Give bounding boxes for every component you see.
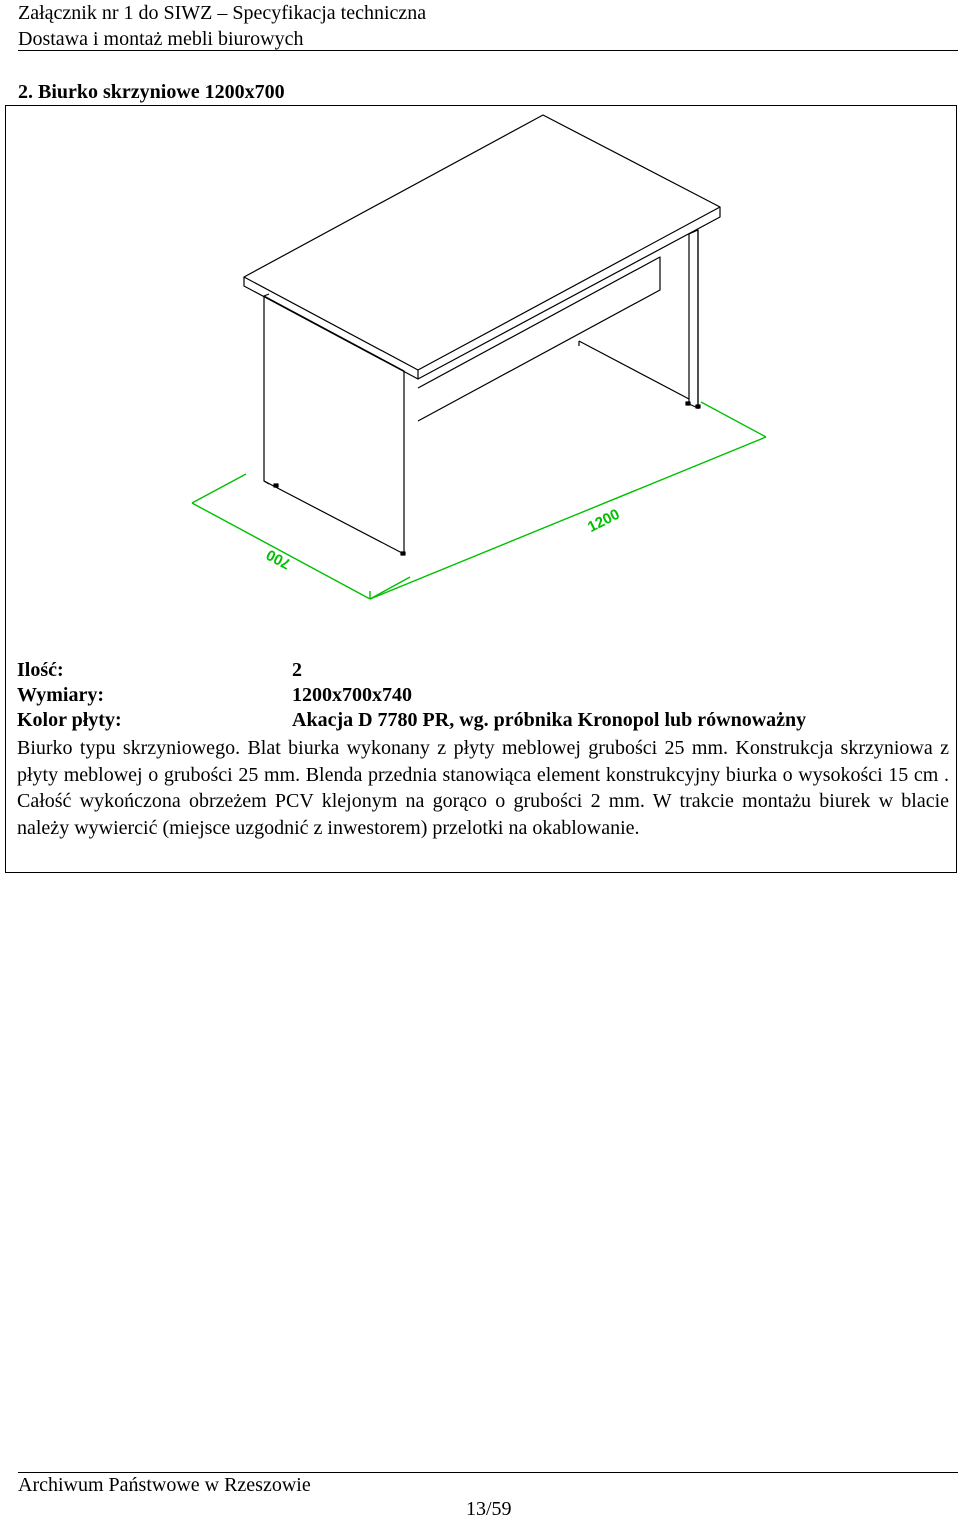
desktop-edge-front bbox=[244, 277, 418, 379]
spec-description: Biurko typu skrzyniowego. Blat biurka wykonany z płyty meblowej grubości 25 mm. Konstrukcja skrzyniowa z płyty meblowej o grubości 25 mm. Blenda przednia stanowiąca element konstrukcyjny biurka o wysokości 15 cm . Całość wykończona obrzeżem PCV klejonym na gorąco o grubości 2 mm. W trakcie montażu biurek w blacie należy wywiercić (miejsce uzgodnić z inwestorem) przelotki na okablowanie. bbox=[17, 737, 949, 839]
desktop-edge-right bbox=[418, 207, 720, 379]
spec-row-color bbox=[17, 708, 949, 733]
desk-drawing bbox=[6, 106, 956, 651]
spec-value: Akacja D 7780 PR, wg. próbnika Kronopol lub równoważny bbox=[292, 709, 807, 731]
spec-value: 1200x700x740 bbox=[292, 684, 412, 706]
dimension-length-label: 1200 bbox=[585, 505, 623, 536]
right-panel bbox=[689, 230, 698, 408]
spec-value: 2 bbox=[292, 659, 302, 681]
spec-label: Ilość: bbox=[17, 659, 64, 681]
spec-row-dimensions bbox=[17, 683, 949, 708]
spec-label: Wymiary: bbox=[17, 684, 105, 706]
spec-box bbox=[5, 105, 957, 873]
page-number: 13/59 bbox=[466, 1498, 512, 1520]
footer-text: Archiwum Państwowe w Rzeszowie bbox=[18, 1474, 311, 1496]
spec-label: Kolor płyty: bbox=[17, 709, 122, 731]
modesty-panel bbox=[418, 257, 660, 421]
specification bbox=[17, 658, 949, 841]
spec-row-quantity bbox=[17, 658, 949, 683]
header-subtitle: Dostawa i montaż mebli biurowych bbox=[18, 28, 304, 50]
dimension-depth-label: 700 bbox=[263, 545, 294, 573]
header-title: Załącznik nr 1 do SIWZ – Specyfikacja techniczna bbox=[18, 2, 427, 24]
desktop-surface bbox=[244, 115, 720, 370]
header-rule bbox=[18, 50, 958, 51]
section-title: 2. Biurko skrzyniowe 1200x700 bbox=[18, 81, 285, 103]
